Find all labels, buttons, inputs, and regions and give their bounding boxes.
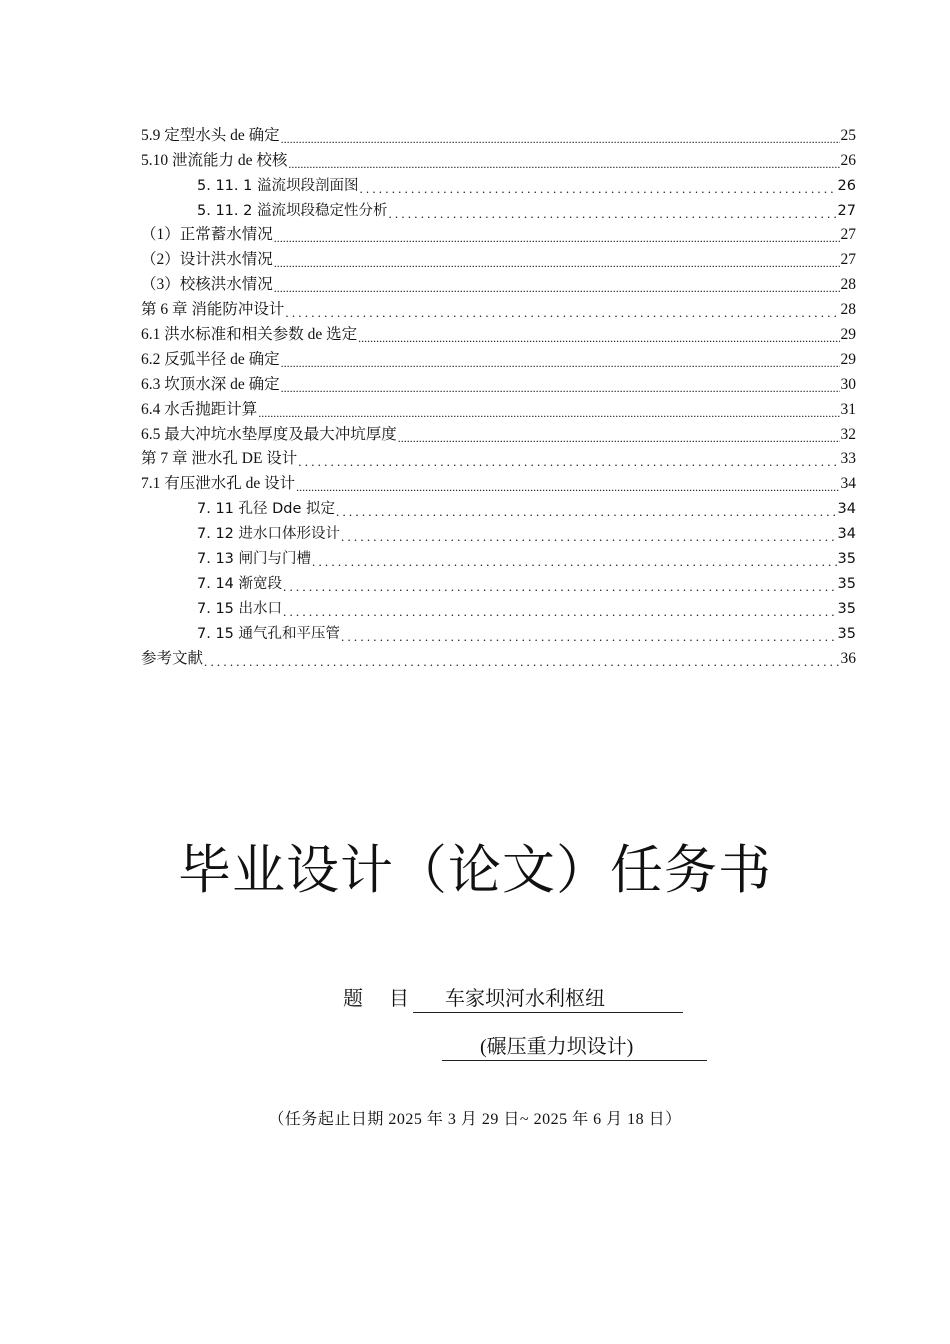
toc-leader [312, 555, 837, 569]
toc-leader [274, 256, 840, 270]
toc-entry-page: 35 [837, 551, 856, 568]
toc-leader [398, 431, 840, 445]
toc-leader [281, 356, 840, 370]
toc-entry-7-15-outlet[interactable] [141, 594, 856, 619]
toc-entry-title: 7. 13 闸门与门槽 [197, 551, 312, 568]
toc-entry-5-10[interactable] [141, 146, 856, 171]
subject-title-line-2: (碾压重力坝设计) [442, 1034, 707, 1061]
toc-leader [283, 580, 837, 594]
toc-entry-title: 6.5 最大冲坑水垫厚度及最大冲坑厚度 [141, 425, 397, 443]
toc-entry-6-3[interactable] [141, 370, 856, 395]
toc-leader [341, 530, 837, 544]
toc-entry-title: 7.1 有压泄水孔 de 设计 [141, 475, 296, 493]
toc-leader [336, 505, 837, 519]
task-date-range: （任务起止日期 2025 年 3 月 29 日~ 2025 年 6 月 18 日） [268, 1111, 682, 1128]
toc-entry-case-3[interactable] [141, 270, 856, 295]
toc-entry-7-14[interactable] [141, 569, 856, 594]
toc-entry-title: 7. 11 孔径 Dde 拟定 [197, 501, 336, 518]
toc-entry-title: 5. 11. 2 溢流坝段稳定性分析 [197, 202, 388, 219]
toc-entry-title: 第 7 章 泄水孔 DE 设计 [141, 450, 298, 468]
toc-leader [274, 281, 840, 295]
toc-entry-7-12[interactable] [141, 519, 856, 544]
toc-entry-title: 5.9 定型水头 de 确定 [141, 126, 280, 144]
toc-leader [281, 132, 840, 146]
cover-title: 毕业设计（论文）任务书 [178, 840, 772, 901]
toc-entry-chapter-7[interactable] [141, 445, 856, 470]
toc-leader [298, 455, 839, 469]
toc-leader [358, 331, 839, 345]
toc-entry-6-2[interactable] [141, 345, 856, 370]
toc-entry-page: 35 [837, 600, 856, 617]
toc-entry-title: 6.2 反弧半径 de 确定 [141, 350, 280, 368]
toc-entry-page: 34 [837, 526, 856, 543]
toc-leader [281, 381, 840, 395]
toc-leader [341, 630, 837, 644]
toc-entry-title: 6.4 水舌抛距计算 [141, 400, 258, 418]
toc-entry-page: 31 [840, 400, 856, 418]
toc-entry-title: 第 6 章 消能防冲设计 [141, 301, 285, 319]
toc-entry-6-4[interactable] [141, 395, 856, 420]
toc-entry-page: 28 [840, 301, 856, 319]
toc-entry-case-1[interactable] [141, 221, 856, 246]
toc-entry-page: 27 [840, 226, 856, 244]
toc-leader [288, 157, 839, 171]
toc-entry-page: 30 [840, 375, 856, 393]
toc-entry-page: 34 [840, 475, 856, 493]
toc-leader [296, 480, 839, 494]
toc-entry-7-11[interactable] [141, 494, 856, 519]
toc-leader [388, 207, 836, 221]
toc-entry-case-2[interactable] [141, 245, 856, 270]
toc-leader [204, 655, 839, 669]
table-of-contents [141, 121, 856, 669]
toc-entry-title: 7. 15 通气孔和平压管 [197, 625, 341, 642]
toc-entry-page: 27 [837, 202, 856, 219]
toc-entry-page: 27 [840, 251, 856, 269]
toc-entry-references[interactable] [141, 644, 856, 669]
toc-entry-page: 36 [840, 649, 856, 667]
toc-entry-7-15-vent[interactable] [141, 619, 856, 644]
toc-entry-title: 5.10 泄流能力 de 校核 [141, 151, 288, 169]
toc-entry-page: 26 [840, 151, 856, 169]
toc-entry-page: 34 [837, 501, 856, 518]
toc-entry-page: 26 [837, 177, 856, 194]
toc-entry-5-9[interactable] [141, 121, 856, 146]
toc-entry-title: 6.3 坎顶水深 de 确定 [141, 375, 280, 393]
toc-entry-title: （1）正常蓄水情况 [141, 226, 273, 244]
toc-entry-7-1[interactable] [141, 469, 856, 494]
toc-entry-6-5[interactable] [141, 420, 856, 445]
subject-label-char-1: 题 [343, 988, 363, 1010]
toc-entry-title: 7. 15 出水口 [197, 600, 283, 617]
toc-entry-chapter-6[interactable] [141, 295, 856, 320]
toc-leader [274, 231, 840, 245]
toc-entry-title: 7. 12 进水口体形设计 [197, 526, 341, 543]
toc-entry-page: 35 [837, 625, 856, 642]
toc-entry-page: 29 [840, 326, 856, 344]
toc-entry-page: 35 [837, 575, 856, 592]
toc-entry-page: 25 [840, 126, 856, 144]
toc-entry-title: （2）设计洪水情况 [141, 251, 273, 269]
toc-leader [258, 406, 839, 420]
toc-entry-title: 7. 14 渐宽段 [197, 575, 283, 592]
toc-entry-title: 参考文献 [141, 649, 204, 667]
subject-label-char-2: 目 [389, 988, 409, 1010]
toc-entry-7-13[interactable] [141, 544, 856, 569]
toc-leader [285, 306, 839, 320]
subject-title-line-1: 车家坝河水利枢纽 [413, 986, 683, 1013]
toc-entry-page: 33 [840, 450, 856, 468]
toc-leader [283, 605, 837, 619]
toc-entry-6-1[interactable] [141, 320, 856, 345]
toc-entry-5-11-2[interactable] [141, 196, 856, 221]
toc-entry-page: 32 [840, 425, 856, 443]
toc-leader [359, 182, 836, 196]
toc-entry-page: 28 [840, 276, 856, 294]
toc-entry-page: 29 [840, 350, 856, 368]
toc-entry-title: 6.1 洪水标准和相关参数 de 选定 [141, 326, 358, 344]
toc-entry-title: 5. 11. 1 溢流坝段剖面图 [197, 177, 359, 194]
toc-entry-5-11-1[interactable] [141, 171, 856, 196]
toc-entry-title: （3）校核洪水情况 [141, 276, 273, 294]
